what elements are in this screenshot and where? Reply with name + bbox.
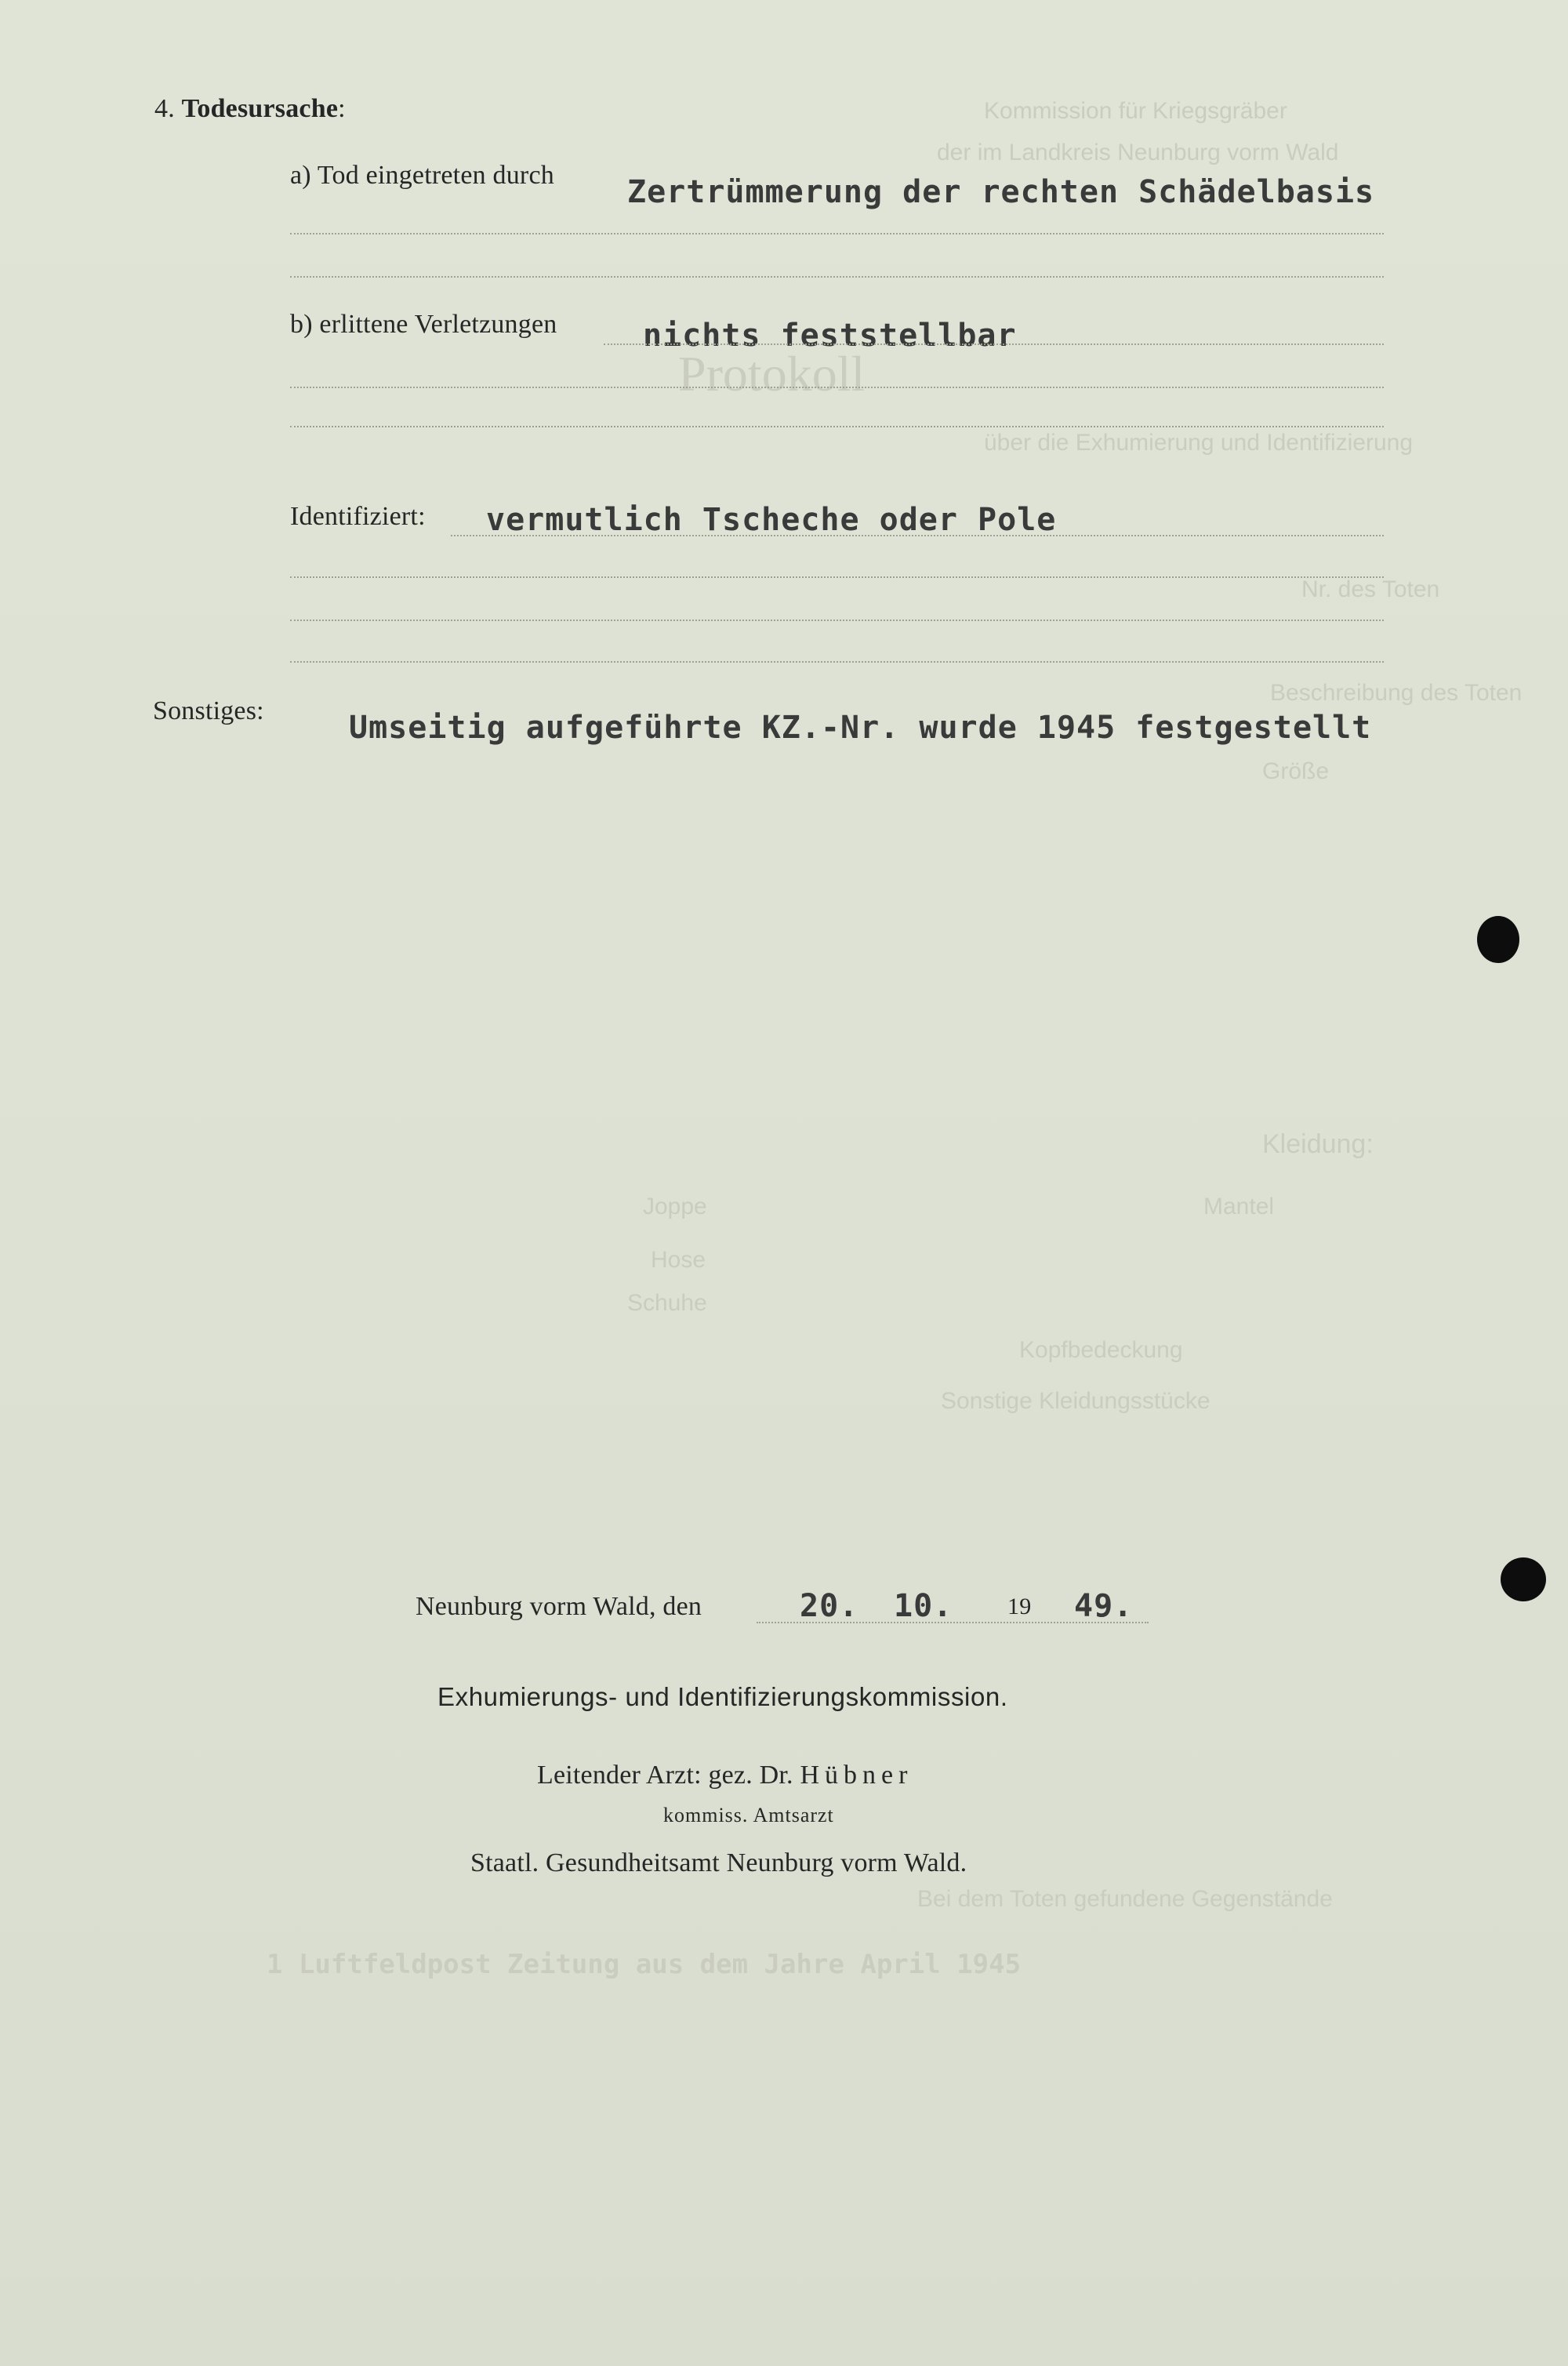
signature-office: Staatl. Gesundheitsamt Neunburg vorm Wald. (470, 1848, 967, 1877)
other-label: Sonstiges: (153, 696, 264, 725)
show-through-row3: Größe (1262, 758, 1330, 784)
signature-role: kommiss. Amtsarzt (663, 1804, 834, 1826)
section-colon: : (338, 94, 346, 123)
show-through-row10: Sonstige Kleidungsstücke (941, 1388, 1210, 1414)
punch-hole-upper (1477, 916, 1519, 963)
identified-value: vermutlich Tscheche oder Pole (486, 502, 1057, 538)
show-through-row6: Joppe (643, 1194, 707, 1219)
show-through-row8: Schuhe (627, 1290, 707, 1316)
date-century: 19 (1007, 1594, 1032, 1619)
signature-prefix: Leitender Arzt: gez. Dr. (537, 1761, 793, 1790)
injuries-line-1 (290, 387, 1384, 388)
section-number: 4. (154, 94, 175, 123)
date-month: 10. (894, 1588, 953, 1624)
show-through-row7: Hose (651, 1247, 706, 1273)
date-underline (757, 1622, 1149, 1623)
section-title: Todesursache (181, 94, 339, 123)
show-through-title: Protokoll (678, 346, 866, 402)
injuries-line-0 (604, 343, 1384, 345)
section-heading (154, 94, 346, 124)
cause-line-1 (290, 233, 1384, 234)
show-through-row1: Nr. des Toten (1301, 576, 1440, 602)
injuries-line-2 (290, 426, 1384, 427)
other-value: Umseitig aufgeführte KZ.-Nr. wurde 1945 festgestellt (349, 710, 1372, 746)
signature-name: Hübner (800, 1761, 913, 1790)
injuries-value: nichts feststellbar (643, 318, 1017, 354)
show-through-line1: Kommission für Kriegsgräber (984, 98, 1287, 124)
cause-value: Zertrümmerung der rechten Schädelbasis (627, 174, 1375, 210)
identified-line-2 (290, 620, 1384, 621)
show-through-row9: Kopfbedeckung (1019, 1337, 1183, 1363)
place-date-row (416, 1592, 702, 1622)
identified-label: Identifiziert: (290, 502, 426, 531)
commission-title: Exhumierungs- und Identifizierungskommission. (437, 1682, 1008, 1711)
identified-line-0 (451, 535, 1384, 536)
date-day: 20. (800, 1588, 859, 1624)
identified-line-3 (290, 661, 1384, 663)
show-through-row12: 1 Luftfeldpost Zeitung aus dem Jahre April 1945 (267, 1949, 1022, 1980)
show-through-row11: Bei dem Toten gefundene Gegenstände (917, 1886, 1333, 1912)
show-through-line2: der im Landkreis Neunburg vorm Wald (937, 140, 1339, 165)
identified-line-1 (290, 576, 1384, 578)
cause-label: a) Tod eingetreten durch (290, 161, 554, 190)
place-date-label: Neunburg vorm Wald, den (416, 1592, 702, 1621)
date-year: 49. (1074, 1588, 1134, 1624)
show-through-line3: über die Exhumierung und Identifizierung (984, 430, 1414, 456)
signature-line (537, 1761, 913, 1790)
injuries-label: b) erlittene Verletzungen (290, 310, 557, 339)
punch-hole-lower (1501, 1557, 1546, 1601)
cause-line-2 (290, 276, 1384, 278)
show-through-row4: Kleidung: (1262, 1129, 1374, 1159)
show-through-row5: Mantel (1203, 1194, 1275, 1219)
show-through-row2: Beschreibung des Toten (1270, 680, 1523, 706)
